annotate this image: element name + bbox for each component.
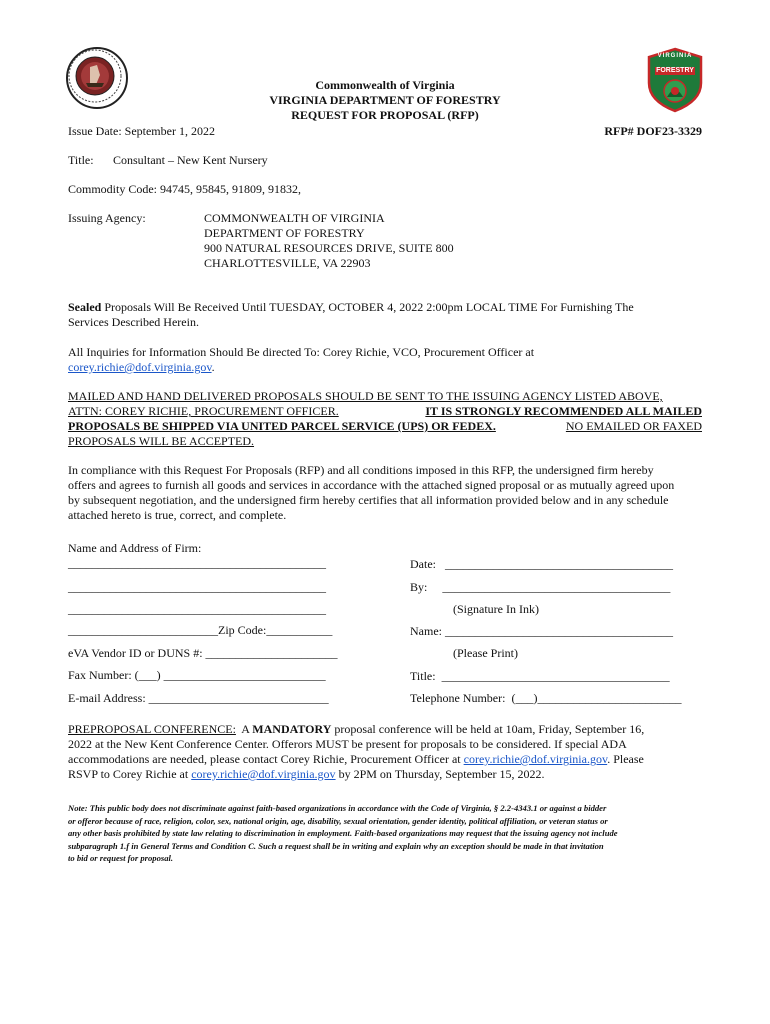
firm-name-field[interactable]: ___________________________________________	[68, 556, 326, 570]
preproposal-email-link[interactable]: corey.richie@dof.virginia.gov	[463, 752, 608, 766]
header-rfp-title: REQUEST FOR PROPOSAL (RFP)	[291, 108, 479, 122]
mailed-line-4: PROPOSALS WILL BE ACCEPTED.	[68, 434, 255, 448]
rsvp-email-link[interactable]: corey.richie@dof.virginia.gov	[191, 767, 336, 781]
preproposal-pre: A	[235, 722, 253, 736]
eva-vendor-field[interactable]: eVA Vendor ID or DUNS #: ______________________	[68, 646, 338, 660]
print-name-field[interactable]: Name: ______________________________________	[410, 624, 673, 638]
compliance-paragraph	[68, 463, 702, 523]
preproposal-line-3-end: . Please	[607, 752, 644, 766]
preproposal-conference	[68, 722, 708, 782]
rfp-number: RFP# DOF23-3329	[604, 124, 702, 138]
agency-line: COMMONWEALTH OF VIRGINIA	[204, 211, 385, 225]
inquiries-line: All Inquiries for Information Should Be directed To: Corey Richie, VCO, Procurement Officer at	[68, 345, 535, 359]
commodity-code: Commodity Code: 94745, 95845, 91809, 91832,	[68, 182, 302, 196]
mailed-line-1: MAILED AND HAND DELIVERED PROPOSALS SHOULD BE SENT TO THE ISSUING AGENCY LISTED ABOVE,	[68, 389, 663, 403]
title-label: Title:	[68, 153, 94, 167]
inquiries-email-link[interactable]: corey.richie@dof.virginia.gov	[68, 360, 212, 374]
forestry-logo-top-text: VIRGINIA	[657, 53, 693, 59]
sealed-rest-2: Services Described Herein.	[68, 315, 199, 329]
compliance-line: attached hereto is true, correct, and complete.	[68, 508, 287, 522]
header-department: VIRGINIA DEPARTMENT OF FORESTRY	[269, 93, 501, 107]
inquiries-text	[68, 345, 708, 375]
sealed-proposals-text	[68, 300, 708, 330]
name-address-label: Name and Address of Firm:	[68, 541, 202, 555]
header-commonwealth: Commonwealth of Virginia	[315, 78, 455, 92]
title-value: Consultant – New Kent Nursery	[113, 153, 268, 167]
mailed-line-2b: IT IS STRONGLY RECOMMENDED ALL MAILED	[425, 404, 702, 418]
signature-note: (Signature In Ink)	[453, 602, 539, 616]
mailed-line-3b: NO EMAILED OR FAXED	[565, 419, 702, 433]
agency-line: DEPARTMENT OF FORESTRY	[204, 226, 365, 240]
agency-line: 900 NATURAL RESOURCES DRIVE, SUITE 800	[204, 241, 454, 255]
telephone-field[interactable]: Telephone Number: (___)________________________	[410, 691, 682, 705]
inquiries-end: .	[211, 360, 215, 374]
note-line: to bid or request for proposal.	[68, 853, 174, 864]
forestry-logo	[645, 47, 705, 113]
forestry-logo-banner-text: FORESTRY	[656, 67, 694, 74]
mailed-line-3a: PROPOSALS BE SHIPPED VIA UNITED PARCEL SERVICE (UPS) OR FEDEX.	[68, 419, 496, 433]
mandatory-bold: MANDATORY	[252, 722, 332, 736]
preproposal-label: PREPROPOSAL CONFERENCE:	[68, 722, 236, 736]
compliance-line: In compliance with this Request For Proposals (RFP) and all conditions imposed in this RFP, the undersigned firm hereby	[68, 463, 654, 477]
preproposal-line-3: accommodations are needed, please contact Corey Richie, Procurement Officer at	[68, 752, 464, 766]
compliance-line: offers and agrees to furnish all goods and services in accordance with the attached signed proposal or as mutually agreed upon	[68, 478, 675, 492]
agency-line: CHARLOTTESVILLE, VA 22903	[204, 256, 371, 270]
issuing-agency-label: Issuing Agency:	[68, 211, 146, 225]
firm-address-field-2[interactable]: ___________________________________________	[68, 602, 326, 616]
fax-number-field[interactable]: Fax Number: (___) ___________________________	[68, 668, 326, 682]
compliance-line: by subsequent negotiation, and the undersigned firm hereby certifies that all information provided below and in any schedule	[68, 493, 669, 507]
sealed-rest: Proposals Will Be Received Until TUESDAY, OCTOBER 4, 2022 2:00pm LOCAL TIME For Furnishing The	[101, 300, 634, 314]
note-line: any other basis prohibited by state law relating to discrimination in employment. Faith-based organizations may request that the issuing agency not include	[68, 828, 618, 839]
mailed-proposals-notice	[68, 389, 702, 449]
date-field[interactable]: Date: ______________________________________	[410, 557, 673, 571]
zip-code-field[interactable]: _________________________Zip Code:___________	[68, 623, 333, 637]
preproposal-line-4-end: by 2PM on Thursday, September 15, 2022.	[335, 767, 545, 781]
sealed-bold: Sealed	[68, 300, 102, 314]
issuing-agency-address	[204, 211, 454, 271]
email-address-field[interactable]: E-mail Address: ______________________________	[68, 691, 329, 705]
firm-address-field-1[interactable]: ___________________________________________	[68, 580, 326, 594]
print-note: (Please Print)	[453, 646, 518, 660]
preproposal-line-4: RSVP to Corey Richie at	[68, 767, 192, 781]
preproposal-line-1: proposal conference will be held at 10am, Friday, September 16,	[331, 722, 645, 736]
by-signature-field[interactable]: By: ______________________________________	[410, 580, 671, 594]
virginia-seal-icon	[66, 47, 128, 109]
mailed-line-2a: ATTN: COREY RICHIE, PROCUREMENT OFFICER.	[68, 404, 339, 418]
note-line: Note: This public body does not discriminate against faith-based organizations in accordance with the Code of Virginia, § 2.2-4343.1 or against a bidder	[68, 803, 607, 813]
preproposal-line-2: 2022 at the New Kent Conference Center. Offerors MUST be present for proposals to be considered. If special ADA	[68, 737, 627, 751]
note-line: or offeror because of race, religion, color, sex, national origin, age, disability, sexual orientation, gender identity, political affiliation, or veteran status or	[68, 815, 608, 826]
non-discrimination-note	[68, 802, 708, 865]
title-field[interactable]: Title: ______________________________________	[410, 669, 670, 683]
note-line: subparagraph 1.f in General Terms and Condition C. Such a request shall be in writing and explain why an exception should be made in that invitation	[68, 840, 604, 851]
issue-date: Issue Date: September 1, 2022	[68, 124, 215, 138]
